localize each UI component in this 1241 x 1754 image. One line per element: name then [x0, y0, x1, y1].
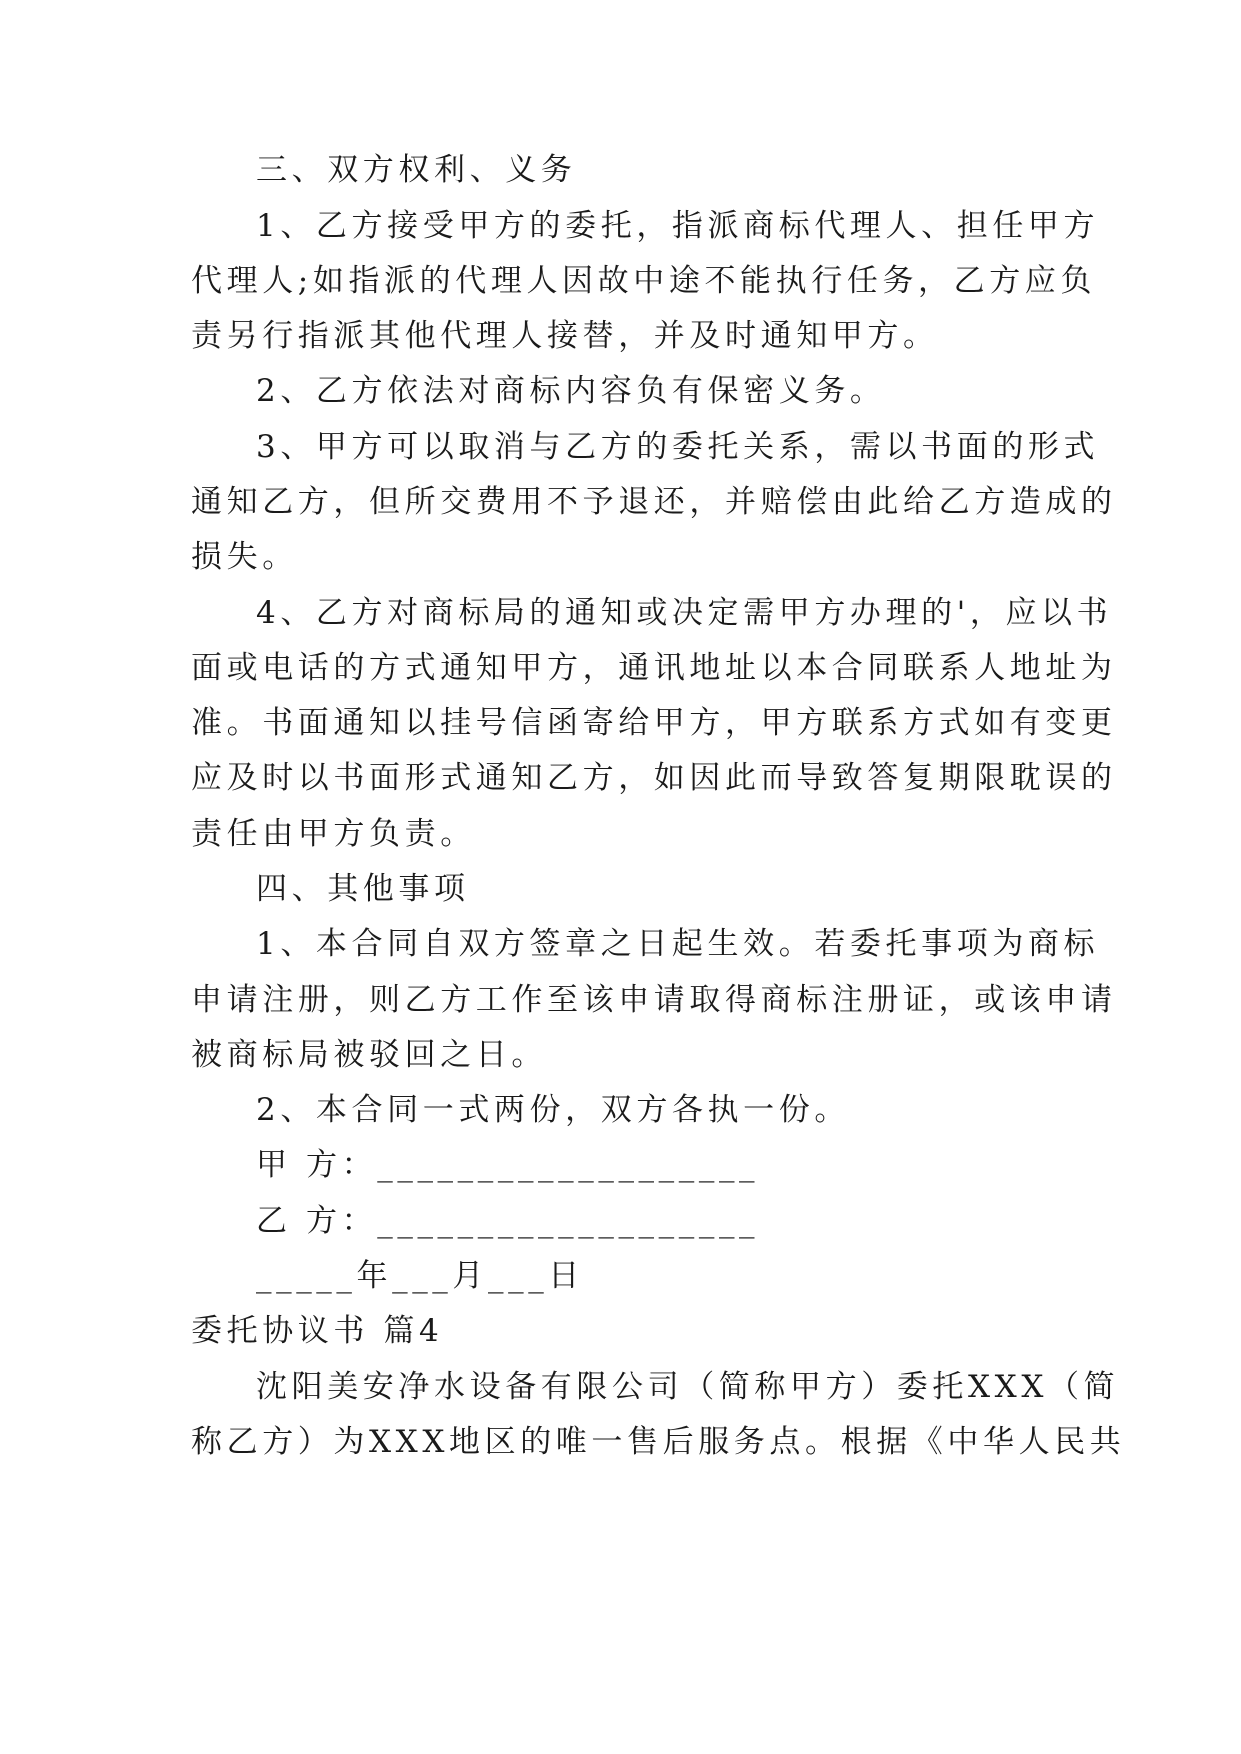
- paragraph-line: 应及时以书面形式通知乙方，如因此而导致答复期限耽误的: [191, 760, 1117, 796]
- paragraph-line: 1、乙方接受甲方的委托，指派商标代理人、担任甲方: [256, 208, 1100, 244]
- paragraph-line: 4、乙方对商标局的通知或决定需甲方办理的'，应以书: [256, 595, 1113, 631]
- paragraph-line: 面或电话的方式通知甲方，通讯地址以本合同联系人地址为: [191, 650, 1117, 686]
- paragraph-line: 责另行指派其他代理人接替，并及时通知甲方。: [191, 318, 939, 354]
- paragraph-line: 代理人;如指派的代理人因故中途不能执行任务，乙方应负: [191, 263, 1097, 299]
- paragraph-line: 2、乙方依法对商标内容负有保密义务。: [256, 373, 886, 409]
- paragraph-line: 通知乙方，但所交费用不予退还，并赔偿由此给乙方造成的: [191, 484, 1117, 520]
- party-a-signature-line: 甲 方：___________________: [256, 1147, 760, 1183]
- paragraph-line: 损失。: [191, 539, 298, 575]
- paragraph-line: 3、甲方可以取消与乙方的委托关系，需以书面的形式: [256, 429, 1100, 465]
- paragraph-line: 被商标局被驳回之日。: [191, 1037, 547, 1073]
- paragraph-line: 申请注册，则乙方工作至该申请取得商标注册证，或该申请: [191, 982, 1117, 1018]
- party-b-signature-line: 乙 方：___________________: [256, 1203, 760, 1239]
- date-line: _____年___月___日: [256, 1258, 584, 1294]
- section-heading-rights: 三、双方权利、义务: [256, 152, 577, 188]
- article-title: 委托协议书 篇4: [191, 1313, 444, 1349]
- paragraph-line: 称乙方）为XXX地区的唯一售后服务点。根据《中华人民共: [191, 1424, 1126, 1460]
- paragraph-line: 2、本合同一式两份，双方各执一份。: [256, 1092, 850, 1128]
- paragraph-line: 责任由甲方负责。: [191, 816, 476, 852]
- section-heading-other: 四、其他事项: [256, 871, 470, 907]
- paragraph-line: 1、本合同自双方签章之日起生效。若委托事项为商标: [256, 926, 1100, 962]
- paragraph-line: 准。书面通知以挂号信函寄给甲方，甲方联系方式如有变更: [191, 705, 1117, 741]
- paragraph-line: 沈阳美安净水设备有限公司（简称甲方）委托XXX（简: [256, 1369, 1120, 1405]
